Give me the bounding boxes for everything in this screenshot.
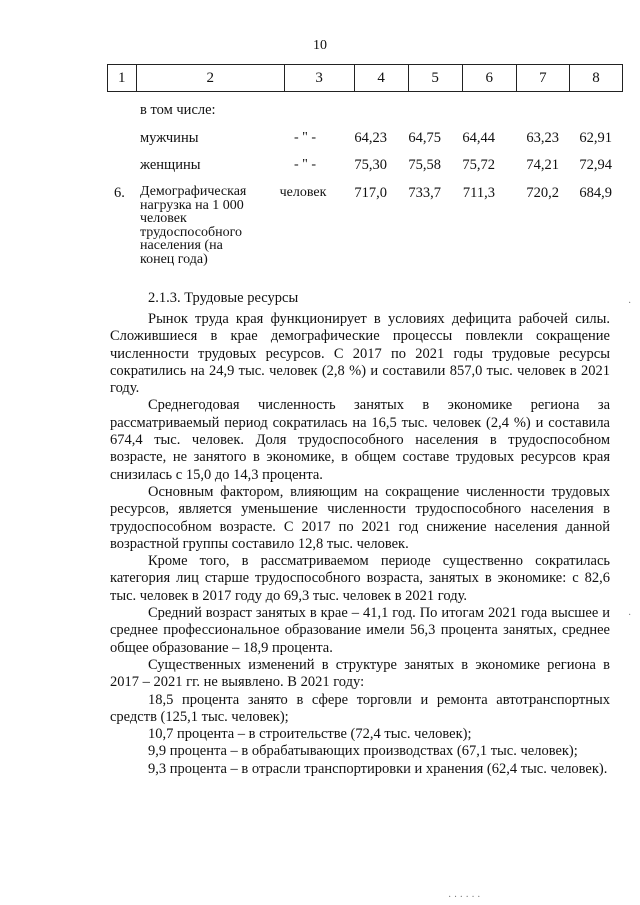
cell-men-2021: 62,91 — [579, 130, 612, 146]
paragraph-structure: Существенных изменений в структуре занятых в экономике региона в 2017 – 2021 гг. не выявлено. В 2021 году: — [110, 656, 610, 691]
column-number-5: 5 — [408, 65, 462, 92]
row-label-women: женщины — [140, 157, 201, 173]
cell-demographic-2021: 684,9 — [579, 185, 612, 201]
cell-demographic-2017: 717,0 — [354, 185, 387, 201]
including-label: в том числе: — [140, 102, 216, 118]
scan-mark: · — [628, 298, 632, 309]
scan-mark: · · · · · · — [448, 892, 481, 903]
row-label-demographic-load: Демографическая нагрузка на 1 000 человек трудоспособного населения (на конец года) — [140, 184, 247, 267]
column-number-3: 3 — [284, 65, 354, 92]
row-label-men: мужчины — [140, 130, 199, 146]
cell-women-2018: 75,58 — [408, 157, 441, 173]
column-number-1: 1 — [108, 65, 137, 92]
column-number-8: 8 — [569, 65, 622, 92]
paragraph-construction: 10,7 процента – в строительстве (72,4 тыс. человек); — [148, 726, 472, 743]
row-unit-men: - " - — [293, 130, 317, 145]
table-column-numbers — [107, 64, 623, 92]
page-number: 10 — [313, 38, 327, 53]
paragraph-main-factor: Основным фактором, влияющим на сокращение численности трудовых ресурсов, является уменьшение численности трудоспособного населения в трудоспособном возрасте. С 2017 по 2021 год снижение населения данной возрастной группы составило 12,8 тыс. человек. — [110, 483, 610, 552]
paragraph-manufacturing: 9,9 процента – в обрабатывающих производствах (67,1 тыс. человек); — [148, 743, 578, 760]
body-text — [110, 311, 610, 778]
paragraph-older-workers: Кроме того, в рассматриваемом периоде существенно сократилась категория лиц старше трудоспособного возраста, занятых в экономике: с 82,6 тыс. человек в 2017 году до 69,3 тыс. человек в 2021 году. — [110, 553, 610, 604]
cell-demographic-2020: 720,2 — [526, 185, 559, 201]
row-unit-demographic-load: человек — [279, 185, 327, 200]
cell-men-2017: 64,23 — [354, 130, 387, 146]
cell-women-2020: 74,21 — [526, 157, 559, 173]
paragraph-average-age: Средний возраст занятых в крае – 41,1 год. По итогам 2021 года высшее и среднее профессиональное образование имели 56,3 процента занятых, среднее общее образование – 18,9 процента. — [110, 605, 610, 656]
column-number-2: 2 — [136, 65, 284, 92]
cell-men-2020: 63,23 — [526, 130, 559, 146]
cell-women-2021: 72,94 — [579, 157, 612, 173]
row-unit-women: - " - — [293, 157, 317, 172]
cell-women-2017: 75,30 — [354, 157, 387, 173]
cell-men-2018: 64,75 — [408, 130, 441, 146]
cell-women-2019: 75,72 — [462, 157, 495, 173]
paragraph-labor-market: Рынок труда края функционирует в условиях дефицита рабочей силы. Сложившиеся в крае демографические процессы повлекли сокращение численности трудовых ресурсов. С 2017 по 2021 годы трудовые ресурсы сократились на 24,9 тыс. человек (2,8 %) и составили 857,0 тыс. человек в 2021 году. — [110, 311, 610, 397]
scan-mark: · — [628, 610, 632, 621]
row-number: 6. — [114, 185, 125, 201]
column-number-4: 4 — [354, 65, 408, 92]
column-number-7: 7 — [516, 65, 569, 92]
cell-demographic-2018: 733,7 — [408, 185, 441, 201]
cell-men-2019: 64,44 — [462, 130, 495, 146]
cell-demographic-2019: 711,3 — [462, 185, 495, 201]
paragraph-employed-count: Среднегодовая численность занятых в экономике региона за рассматриваемый период сократилась на 16,5 тыс. человек (2,4 %) и составила 674,4 тыс. человек. Доля трудоспособного населения в трудоспособном возрасте, не занятого в экономике, в общем составе трудовых ресурсов края снизилась с 15,0 до 14,3 процента. — [110, 397, 610, 483]
column-number-6: 6 — [462, 65, 516, 92]
section-title: 2.1.3. Трудовые ресурсы — [148, 290, 299, 306]
paragraph-transport: 9,3 процента – в отрасли транспортировки и хранения (62,4 тыс. человек). — [148, 760, 608, 777]
paragraph-trade: 18,5 процента занято в сфере торговли и ремонта автотранспортных средств (125,1 тыс. человек); — [110, 691, 610, 725]
